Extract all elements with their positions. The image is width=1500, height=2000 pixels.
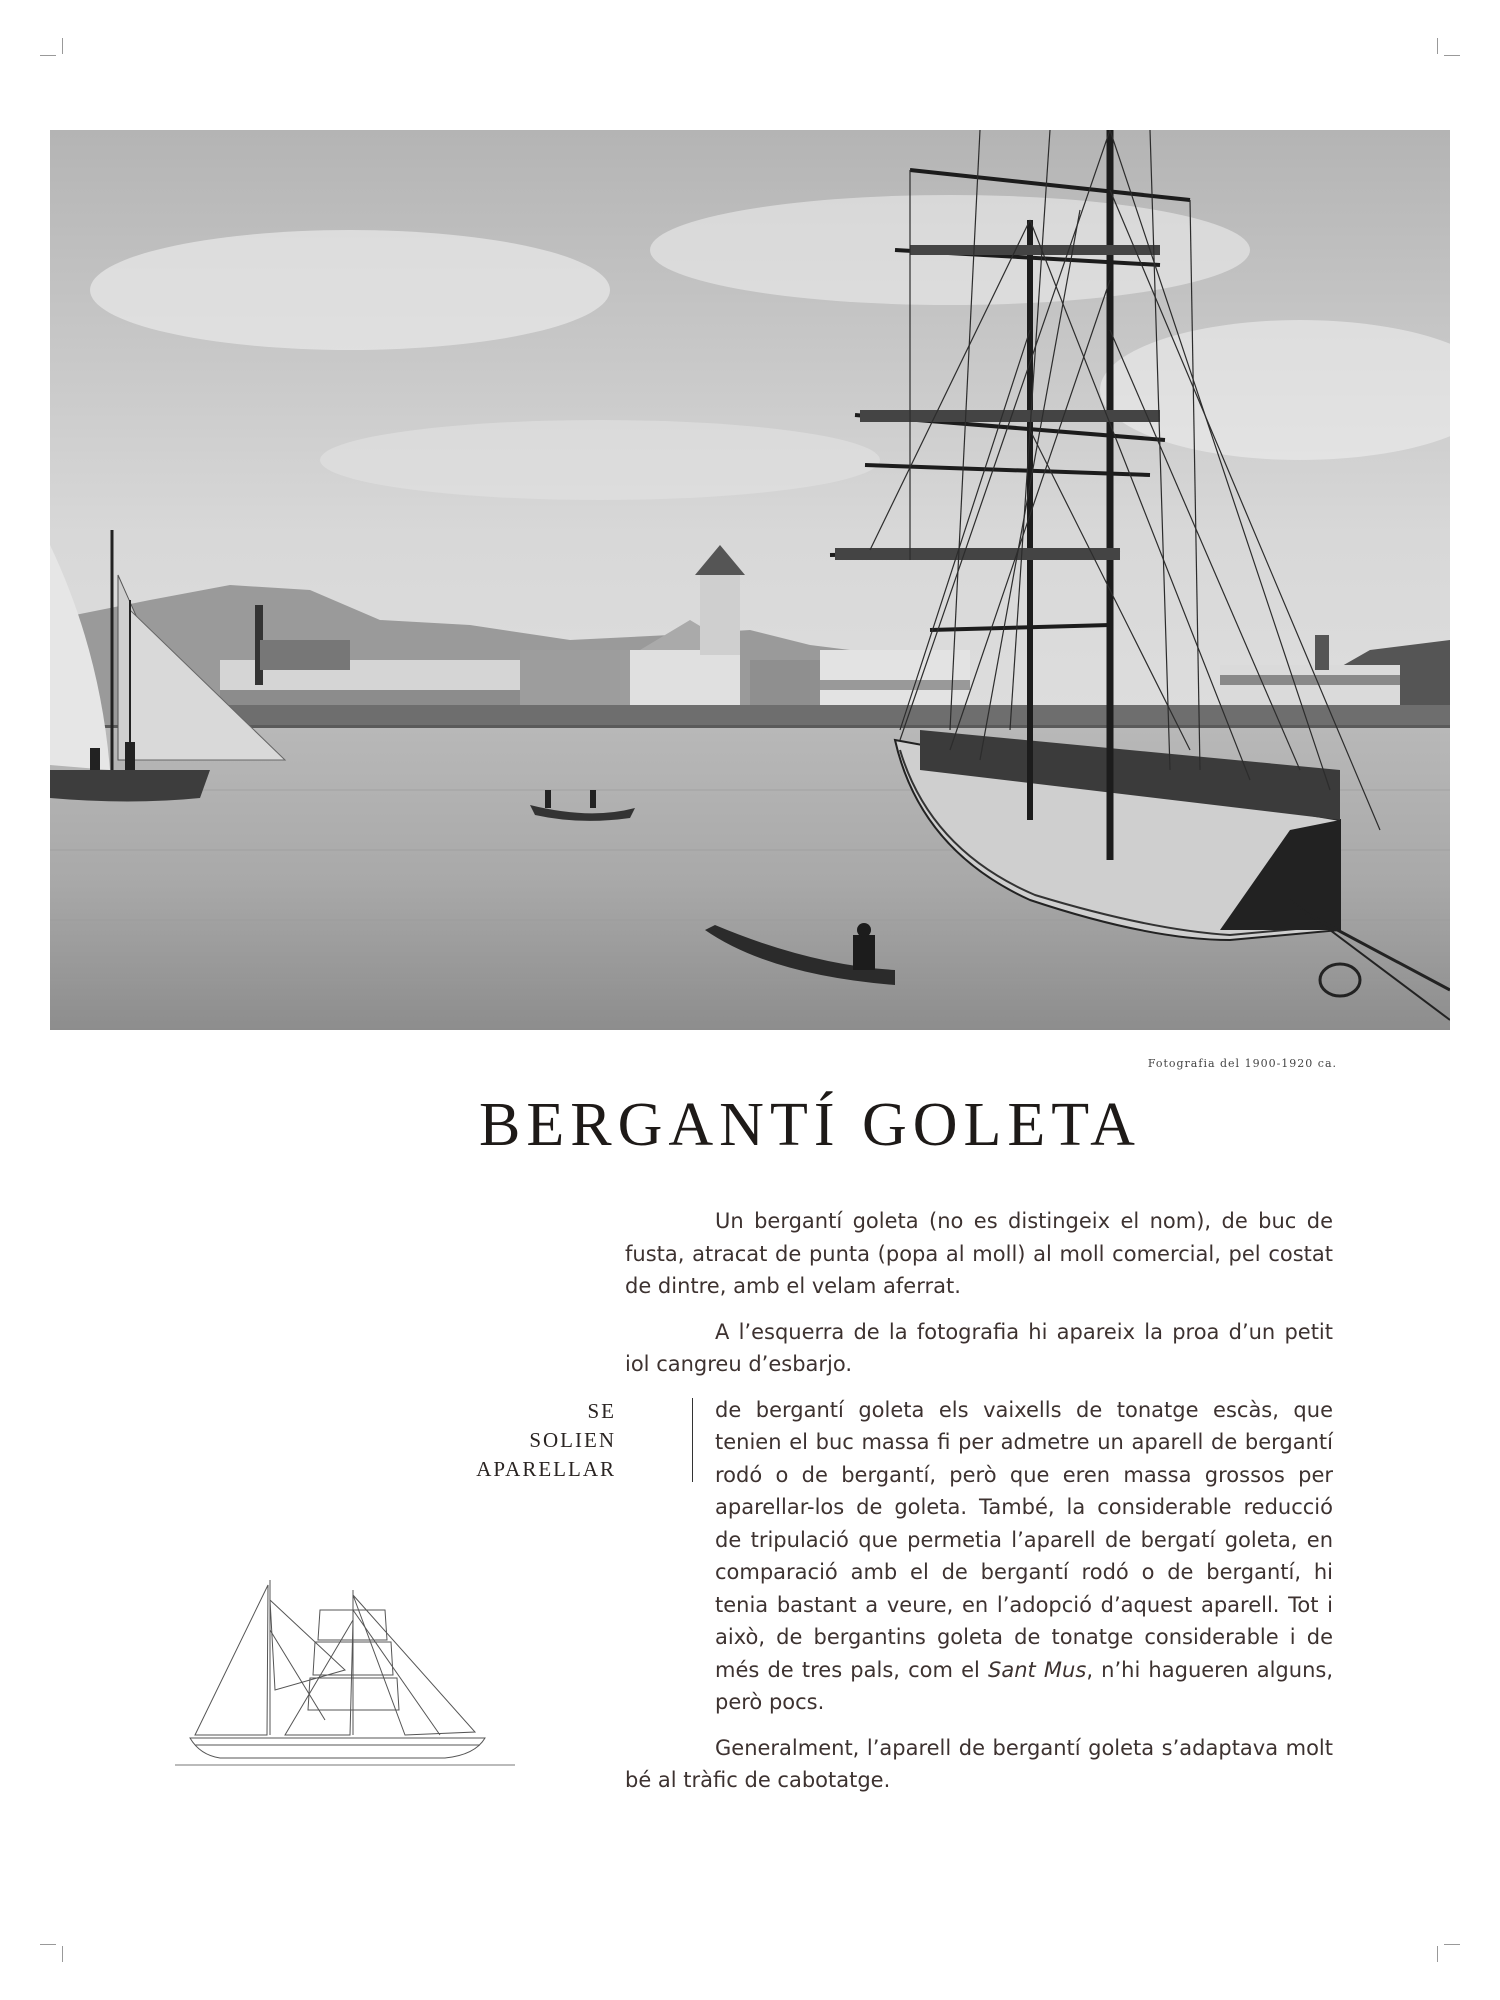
paragraph-text: de bergantí goleta els vaixells de tonatge escàs, que tenien el buc massa fi per admetre un aparell de bergantí rodó o de bergantí, però que eren massa grossos per aparellar-los de goleta. També, la considerable reducció de tripulació que permetia l’aparell de bergatí goleta, en comparació amb el de bergantí rodó o de bergantí, hi tenia bastant a veure, en l’adopció d’aquest aparell. Tot i això, de bergantins goleta de tonatge considerable i de més de tres pals, com el [715, 1397, 1333, 1682]
crop-mark [40, 55, 56, 56]
harbour-photograph [50, 130, 1450, 1030]
lead-in [428, 1394, 616, 1484]
crop-mark [1444, 55, 1460, 56]
crop-mark [62, 1946, 63, 1962]
lead-in-word: SOLIEN [529, 1427, 616, 1452]
crop-mark [1437, 1946, 1438, 1962]
article-body [476, 1205, 1333, 1810]
brigantine-line-drawing [175, 1570, 515, 1780]
page-title: BERGANTÍ GOLETA [479, 1091, 1141, 1159]
lead-in-word: SE [587, 1398, 616, 1423]
paragraph-text: , n’hi hagueren alguns, però pocs. [715, 1657, 1333, 1714]
crop-mark [62, 38, 63, 54]
lead-in-word: APARELLAR [476, 1456, 616, 1481]
paragraph: A l’esquerra de la fotografia hi apareix la proa d’un petit iol cangreu d’esbarjo. [625, 1319, 1333, 1376]
photo-caption: Fotografia del 1900-1920 ca. [1147, 1057, 1337, 1070]
lead-in-divider [692, 1398, 693, 1482]
paragraph: Generalment, l’aparell de bergantí goleta s’adaptava molt bé al tràfic de cabotatge. [625, 1735, 1333, 1792]
crop-mark [40, 1944, 56, 1945]
crop-mark [1444, 1944, 1460, 1945]
ship-name: Sant Mus [988, 1657, 1087, 1682]
paragraph [476, 1394, 1333, 1719]
paragraph: Un bergantí goleta (no es distingeix el nom), de buc de fusta, atracat de punta (popa al moll) al moll comercial, pel costat de dintre, amb el velam aferrat. [625, 1209, 1333, 1298]
crop-mark [1437, 38, 1438, 54]
